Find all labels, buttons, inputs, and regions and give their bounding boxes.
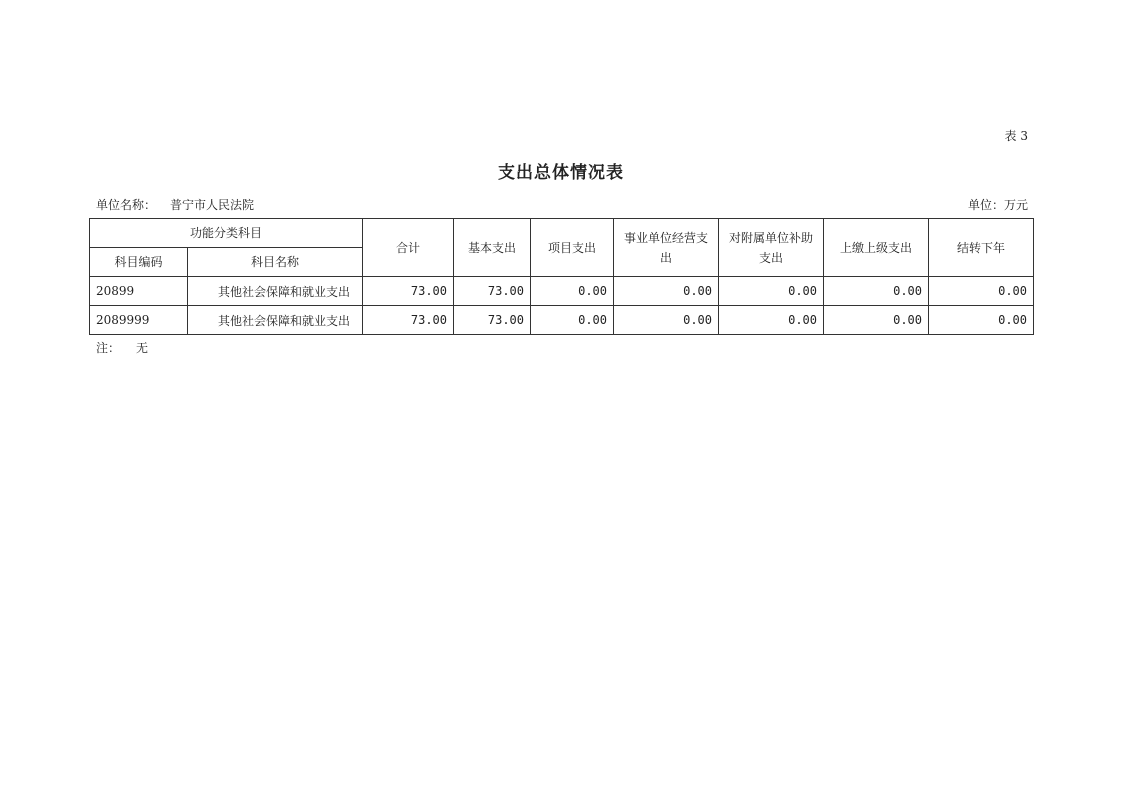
header-project-expenditure: 项目支出 xyxy=(531,219,614,277)
header-subject-code: 科目编码 xyxy=(90,248,188,277)
cell-carry-forward: 0.00 xyxy=(929,277,1034,306)
header-total: 合计 xyxy=(363,219,454,277)
expense-table xyxy=(89,218,1034,335)
cell-project-expenditure: 0.00 xyxy=(531,306,614,335)
page-title: 支出总体情况表 xyxy=(498,163,624,183)
note-text: 无 xyxy=(136,341,149,355)
cell-business-expenditure: 0.00 xyxy=(614,277,719,306)
cell-total: 73.00 xyxy=(363,306,454,335)
header-business-expenditure: 事业单位经营支出 xyxy=(614,219,719,277)
cell-subsidiary-subsidy: 0.00 xyxy=(719,306,824,335)
header-carry-forward: 结转下年 xyxy=(929,219,1034,277)
cell-business-expenditure: 0.00 xyxy=(614,306,719,335)
header-basic-expenditure: 基本支出 xyxy=(454,219,531,277)
cell-remit-to-superior: 0.00 xyxy=(824,277,929,306)
cell-basic-expenditure: 73.00 xyxy=(454,277,531,306)
cell-subject-name: 其他社会保障和就业支出 xyxy=(188,306,363,335)
note-label: 注： xyxy=(96,341,121,355)
header-row-top xyxy=(90,219,1034,248)
header-remit-to-superior: 上缴上级支出 xyxy=(824,219,929,277)
table-number: 表 3 xyxy=(1004,129,1028,143)
header-functional-category: 功能分类科目 xyxy=(90,219,363,248)
cell-project-expenditure: 0.00 xyxy=(531,277,614,306)
cell-subsidiary-subsidy: 0.00 xyxy=(719,277,824,306)
table-row xyxy=(90,277,1034,306)
cell-subject-name: 其他社会保障和就业支出 xyxy=(188,277,363,306)
cell-carry-forward: 0.00 xyxy=(929,306,1034,335)
header-subject-name: 科目名称 xyxy=(188,248,363,277)
cell-basic-expenditure: 73.00 xyxy=(454,306,531,335)
cell-total: 73.00 xyxy=(363,277,454,306)
header-subsidiary-subsidy: 对附属单位补助支出 xyxy=(719,219,824,277)
cell-subject-code: 2089999 xyxy=(90,306,188,335)
cell-remit-to-superior: 0.00 xyxy=(824,306,929,335)
unit-name: 普宁市人民法院 xyxy=(170,198,255,212)
unit-label: 单位名称： xyxy=(96,198,157,212)
unit-info xyxy=(96,196,254,213)
table-row xyxy=(90,306,1034,335)
footnote xyxy=(96,339,148,356)
cell-subject-code: 20899 xyxy=(90,277,188,306)
currency-unit: 单位：万元 xyxy=(967,198,1028,212)
